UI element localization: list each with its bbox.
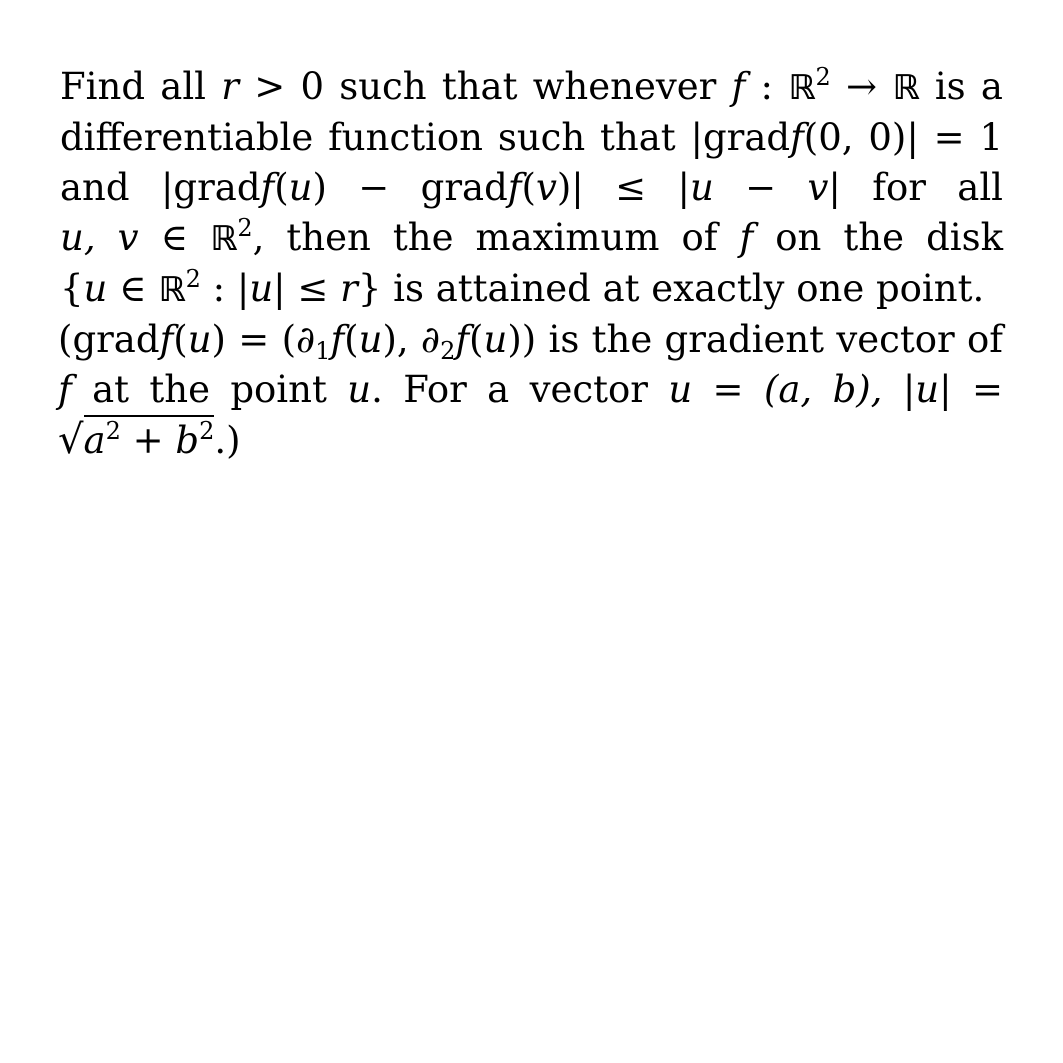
text-origin: (0, 0): [803, 116, 907, 159]
var-r: r: [221, 65, 239, 108]
var-f: f: [159, 318, 174, 361]
text-gradient-vector: is the gradient vector: [548, 318, 955, 361]
text-such-that-whenever: such that whenever: [339, 65, 717, 108]
exponent-2: 2: [815, 63, 831, 91]
exponent-2: 2: [185, 265, 201, 293]
text-grad: grad: [420, 166, 508, 209]
var-f: f: [455, 318, 470, 361]
symbol-reals: ℝ: [158, 270, 186, 310]
text-closing: .): [214, 419, 241, 462]
symbol-arrow: →: [846, 65, 878, 108]
text-for-a-vector: . For a vector: [371, 368, 648, 411]
var-r: r: [340, 267, 358, 310]
text-is-a: is a: [934, 65, 1003, 108]
text-grad: grad: [173, 166, 261, 209]
text-the-maximum-of: the maximum of: [392, 216, 718, 259]
symbol-reals: ℝ: [788, 68, 816, 108]
text-gt-zero: > 0: [254, 65, 324, 108]
var-f: f: [739, 216, 754, 259]
exponent-2: 2: [237, 214, 253, 242]
text-grad: grad: [702, 116, 791, 159]
text-find-all: Find all: [60, 65, 206, 108]
var-b: b: [175, 419, 200, 462]
text-grad: grad: [72, 318, 160, 361]
text-at-the-point: at the point: [92, 368, 327, 411]
var-f: f: [330, 318, 345, 361]
sqrt-expression: $√a^2 + b^2$.): [58, 417, 241, 463]
var-f: f: [260, 166, 275, 209]
var-f: f: [507, 166, 522, 209]
problem-paragraph: Find all r > 0 such that whenever f : ℝ$^2$ → ℝ is a differentiable function such that |gradf(0, 0)| = 1 and |gradf(u) − gradf(v)| ≤ |u − v| for all u, v ∈ ℝ$^2$, then the maximum of f on the disk {u ∈ ℝ$^2$ : |u| ≤ r} is attained at exactly one point.: [60, 63, 1004, 310]
problem-text: [60, 62, 1003, 466]
text-differentiable-function: differentiable function such that: [60, 116, 676, 159]
text-eq-one-and: = 1 and: [60, 116, 1003, 209]
var-a: a: [83, 419, 106, 462]
symbol-reals: ℝ: [210, 219, 238, 259]
note-paragraph: (gradf(u) = ($\partial_1f(u)$, $\partial_2f(u)$) is the gradient vector of f at the point u. For a vector u = (a, b), $|u| = √a^2 + b^2$.): [58, 318, 1003, 463]
symbol-leq: ≤: [615, 166, 647, 209]
var-f: f: [58, 368, 72, 411]
text-vector-def: (a, b),: [763, 368, 883, 411]
text-colon: :: [760, 65, 774, 108]
text-on-the-disk: on the disk: [775, 216, 1004, 259]
var-f: f: [731, 65, 746, 108]
text-attained: attained at exactly one point.: [435, 267, 985, 310]
text-then: , then: [252, 216, 371, 259]
text-is: is: [393, 267, 424, 310]
text-of: of: [967, 318, 1003, 361]
text-for-all: for all: [872, 166, 1003, 209]
symbol-reals: ℝ: [892, 68, 920, 108]
var-f: f: [790, 116, 804, 159]
